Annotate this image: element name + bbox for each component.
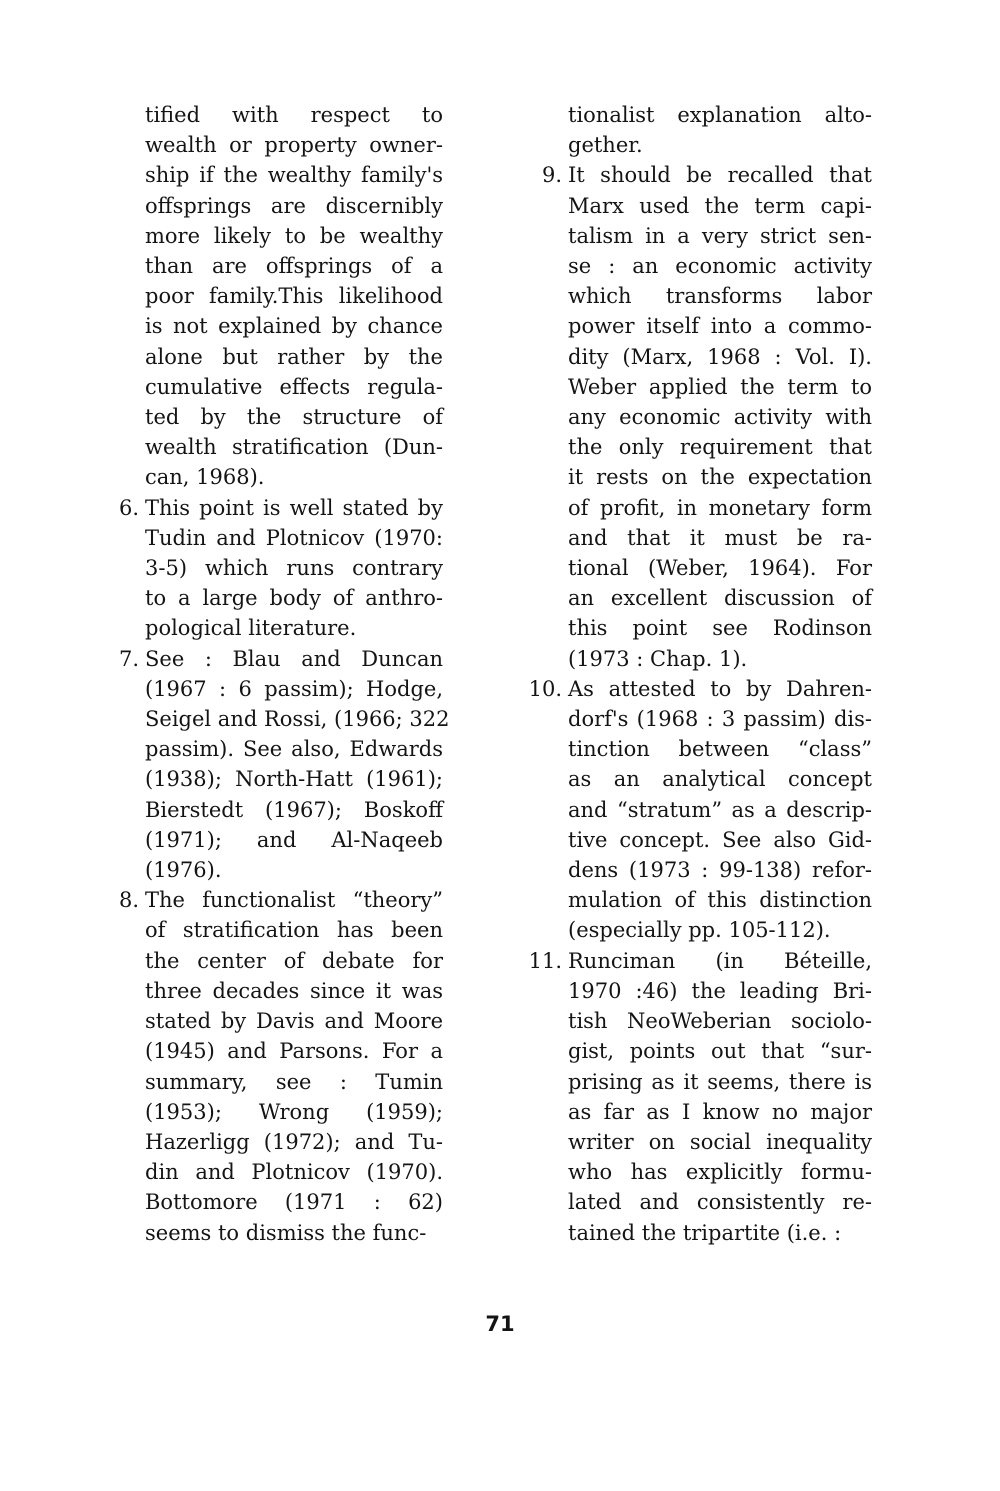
text-line: passim). See also, Edwards: [145, 737, 443, 762]
text-line: Bottomore (1971 : 62): [145, 1190, 443, 1215]
text-line: (1938); North-Hatt (1961);: [145, 767, 443, 792]
text-line: the center of debate for: [145, 948, 443, 973]
text-line: (1945) and Parsons. For a: [145, 1039, 443, 1064]
text-line: Bierstedt (1967); Boskoff: [145, 797, 443, 822]
text-line: lated and consistently re-: [568, 1190, 872, 1215]
text-line: The functionalist “theory”: [145, 888, 443, 913]
text-line: cumulative effects regula-: [145, 374, 443, 399]
text-line: as far as I know no major: [568, 1099, 872, 1124]
text-line: of profit, in monetary form: [568, 495, 872, 520]
text-line: din and Plotnicov (1970).: [145, 1160, 443, 1185]
text-line: dorf's (1968 : 3 passim) dis-: [568, 707, 872, 732]
left-column: [105, 100, 450, 1248]
text-line: dens (1973 : 99-138) refor-: [568, 858, 872, 883]
text-line: 3-5) which runs contrary: [145, 556, 443, 581]
text-line: Runciman (in Béteille,: [568, 948, 872, 973]
text-line: of stratification has been: [145, 918, 443, 943]
text-line: Tudin and Plotnicov (1970:: [145, 525, 443, 550]
text-line: gist, points out that “sur-: [568, 1039, 872, 1064]
text-line: talism in a very strict sen-: [568, 223, 872, 248]
text-line: offsprings are discernibly: [145, 193, 443, 218]
text-line: Marx used the term capi-: [568, 193, 872, 218]
text-line: (1973 : Chap. 1).: [568, 646, 748, 671]
text-line: the only requirement that: [568, 435, 872, 460]
text-line: 1970 :46) the leading Bri-: [568, 978, 872, 1003]
text-line: is not explained by chance: [145, 314, 443, 339]
text-line: more likely to be wealthy: [145, 223, 443, 248]
text-line: ship if the wealthy family's: [145, 163, 443, 188]
footnote-8: [105, 885, 443, 1247]
text-line: prising as it seems, there is: [568, 1069, 872, 1094]
text-line: tinction between “class”: [568, 737, 872, 762]
text-line: any economic activity with: [568, 405, 872, 430]
footnote-11: [528, 946, 872, 1248]
text-line: it rests on the expectation: [568, 465, 872, 490]
text-line: See : Blau and Duncan: [145, 646, 443, 671]
text-line: to a large body of anthro-: [145, 586, 443, 611]
footnote-9: [528, 160, 872, 673]
text-line: power itself into a commo-: [568, 314, 872, 339]
text-line: poor family.This likelihood: [145, 284, 443, 309]
text-line: mulation of this distinction: [568, 888, 872, 913]
text-line: (especially pp. 105-112).: [568, 918, 831, 943]
footnote-6: [105, 493, 443, 644]
footnote-number: 9.: [541, 163, 562, 188]
text-line: As attested to by Dahren-: [568, 676, 872, 701]
text-line: this point see Rodinson: [568, 616, 872, 641]
text-line: than are offsprings of a: [145, 254, 443, 279]
text-line: seems to dismiss the func-: [145, 1220, 427, 1245]
footnote-continuation: [105, 100, 443, 493]
footnote-number: 8.: [118, 888, 139, 913]
footnote-7: [105, 644, 450, 886]
text-line: ted by the structure of: [145, 405, 443, 430]
text-line: tish NeoWeberian sociolo-: [568, 1009, 872, 1034]
text-line: tionalist explanation alto-: [568, 103, 872, 127]
text-line: pological literature.: [145, 616, 357, 641]
text-line: writer on social inequality: [568, 1129, 872, 1154]
text-line: (1971); and Al-Naqeeb: [145, 827, 443, 852]
text-line: three decades since it was: [145, 978, 443, 1003]
text-line: gether.: [568, 133, 643, 158]
text-line: (1967 : 6 passim); Hodge,: [145, 676, 443, 701]
text-line: tained the tripartite (i.e. :: [568, 1220, 842, 1245]
text-line: (1976).: [145, 858, 222, 883]
footnote-continuation: [528, 100, 872, 160]
text-line: can, 1968).: [145, 465, 265, 490]
text-line: This point is well stated by: [145, 495, 443, 520]
text-line: tified with respect to: [145, 103, 443, 127]
text-line: tional (Weber, 1964). For: [568, 556, 872, 581]
footnote-number: 6.: [118, 495, 139, 520]
text-line: summary, see : Tumin: [145, 1069, 443, 1094]
footnote-number: 11.: [528, 948, 562, 973]
text-line: which transforms labor: [568, 284, 872, 309]
text-line: as an analytical concept: [568, 767, 872, 792]
text-line: wealth stratification (Dun-: [145, 435, 443, 460]
text-line: alone but rather by the: [145, 344, 443, 369]
text-line: Seigel and Rossi, (1966; 322: [145, 707, 450, 732]
footnote-number: 10.: [528, 676, 562, 701]
text-line: wealth or property owner-: [145, 133, 443, 158]
text-line: Weber applied the term to: [568, 374, 872, 399]
text-line: Hazerligg (1972); and Tu-: [145, 1129, 443, 1154]
footnote-10: [528, 674, 872, 946]
text-line: It should be recalled that: [568, 163, 872, 188]
text-line: who has explicitly formu-: [568, 1160, 872, 1185]
text-line: and that it must be ra-: [568, 525, 872, 550]
footnote-number: 7.: [118, 646, 139, 671]
text-line: tive concept. See also Gid-: [568, 827, 872, 852]
right-column: [528, 100, 872, 1248]
text-line: an excellent discussion of: [568, 586, 872, 611]
text-line: dity (Marx, 1968 : Vol. I).: [568, 344, 872, 369]
text-line: stated by Davis and Moore: [145, 1009, 443, 1034]
text-line: (1953); Wrong (1959);: [145, 1099, 443, 1124]
page-number: 71: [485, 1312, 515, 1336]
text-line: and “stratum” as a descrip-: [568, 797, 872, 822]
text-line: se : an economic activity: [568, 254, 872, 279]
